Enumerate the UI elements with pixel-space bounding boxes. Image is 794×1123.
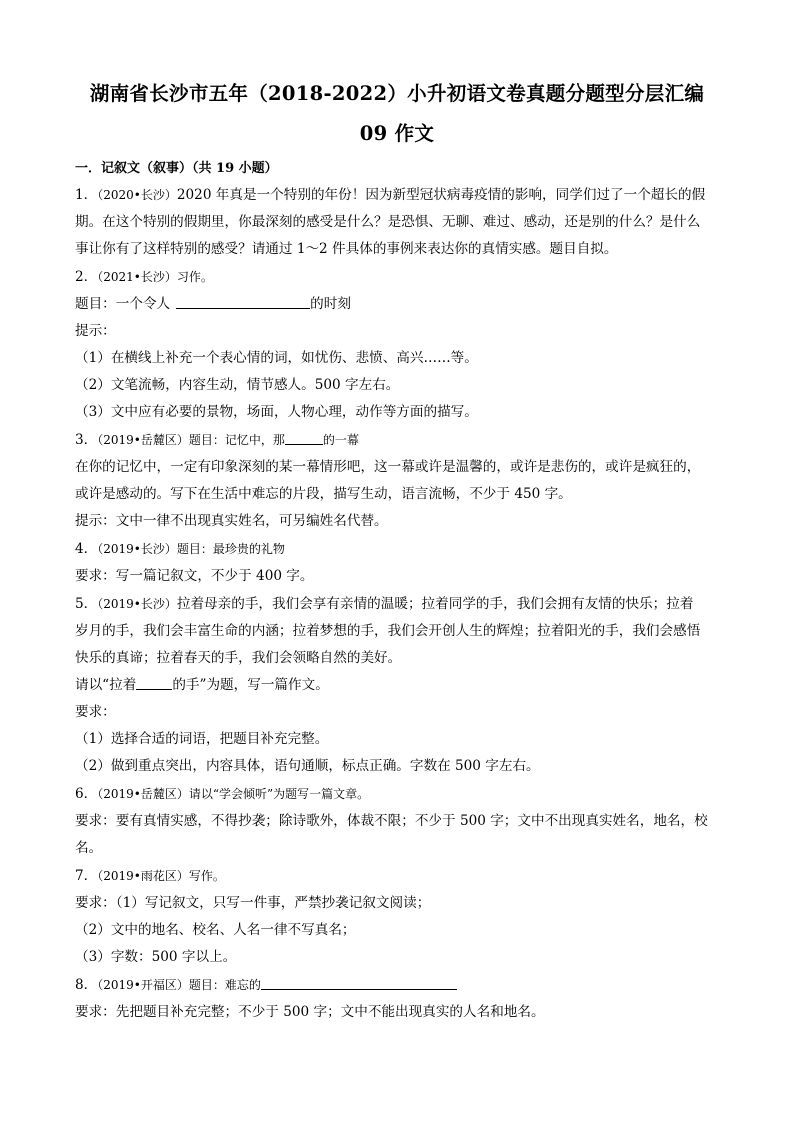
fill-blank: [285, 431, 323, 445]
question-7: [75, 867, 725, 885]
question-text: 事让你有了这样特别的感受？请通过 1～2 件具体的事例来表达你的真情实感。题目自拟。: [75, 241, 618, 257]
requirement-item: （1）选择合适的词语，把题目补充完整。: [75, 731, 329, 747]
prompt-suffix: 的手”为题，写一篇作文。: [172, 677, 329, 693]
hint-item: （1）在横线上补充一个表心情的词，如忧伤、悲愤、高兴……等。: [75, 350, 478, 366]
question-task: 习作。: [176, 270, 213, 284]
question-source: （2020•长沙）: [97, 188, 177, 202]
question-number: 7．: [75, 868, 98, 884]
question-task: 请以“学会倾听”为题写一篇文章。: [188, 787, 370, 801]
question-6: [75, 785, 725, 803]
question-source: （2019•岳麓区）: [97, 433, 189, 447]
question-number: 8．: [75, 977, 98, 993]
question-5: [75, 595, 725, 613]
question-1: [75, 186, 725, 204]
question-text: 拉着母亲的手，我们会享有亲情的温暖；拉着同学的手，我们会拥有友情的快乐；拉着: [176, 596, 694, 612]
question-8: [75, 976, 725, 994]
title-prefix: 题目：一个令人: [75, 296, 171, 312]
document-subtitle: 09 作文: [359, 122, 435, 145]
prompt-prefix: 请以“拉着: [75, 677, 137, 693]
question-requirement: 要求：先把题目补充完整；不少于 500 字；文中不能出现真实的人名和地名。: [75, 1004, 545, 1020]
requirement-label: 要求：: [75, 704, 116, 720]
hint-label: 提示：: [75, 323, 116, 339]
question-number: 3．: [75, 432, 98, 448]
document-title: 湖南省长沙市五年（2018-2022）小升初语文卷真题分题型分层汇编: [89, 82, 705, 105]
question-text: 提示：文中一律不出现真实姓名，可另编姓名代替。: [75, 513, 388, 529]
question-text: 岁月的手，我们会丰富生命的内涵；拉着梦想的手，我们会开创人生的辉煌；拉着阳光的手，我们会感悟: [75, 623, 701, 639]
requirement-item: （3）字数：500 字以上。: [75, 949, 237, 965]
question-text: 期。在这个特别的假期里，你最深刻的感受是什么？是恐惧、无聊、难过、感动，还是别的什么？是什么: [75, 214, 701, 230]
question-requirement: 名。: [75, 840, 103, 856]
hint-item: （2）文笔流畅，内容生动，情节感人。500 字左右。: [75, 377, 400, 393]
question-number: 1．: [75, 187, 98, 203]
question-number: 4．: [75, 541, 98, 557]
question-text: 或许是感动的。写下在生活中难忘的片段，描写生动，语言流畅，不少于 450 字。: [75, 486, 572, 502]
question-text: 2020 年真是一个特别的年份！因为新型冠状病毒疫情的影响，同学们过了一个超长的假: [176, 187, 706, 203]
question-task: 写作。: [188, 869, 225, 883]
title-prefix: 题目：记忆中，那: [188, 433, 285, 447]
question-source: （2021•长沙）: [97, 270, 177, 284]
essay-prompt: [75, 676, 725, 694]
fill-blank: [261, 976, 457, 990]
fill-blank: [176, 295, 310, 309]
question-source: （2019•雨花区）: [97, 869, 189, 883]
question-source: （2019•开福区）: [97, 978, 189, 992]
requirement-item: （2）文中的地名、校名、人名一律不写真名；: [75, 922, 356, 938]
question-number: 6．: [75, 786, 98, 802]
question-2: [75, 268, 725, 286]
question-number: 5．: [75, 596, 98, 612]
hint-item: （3）文中应有必要的景物，场面，人物心理，动作等方面的描写。: [75, 404, 478, 420]
requirement-item: 要求：（1）写记叙文，只写一件事，严禁抄袭记叙文阅读；: [75, 895, 431, 911]
question-text: 快乐的真谛；拉着春天的手，我们会领略自然的美好。: [75, 650, 402, 666]
question-title: 题目：最珍贵的礼物: [176, 542, 285, 556]
section-heading: 一．记叙文（叙事）（共 19 小题）: [75, 161, 278, 176]
essay-title-line: [75, 295, 725, 313]
title-suffix: 的一幕: [322, 433, 359, 447]
title-prefix: 题目：难忘的: [188, 978, 261, 992]
question-text: 在你的记忆中，一定有印象深刻的某一幕情形吧，这一幕或许是温馨的，或许是悲伤的，或许是疯狂的，: [75, 459, 701, 475]
question-source: （2019•长沙）: [97, 597, 177, 611]
requirement-item: （2）做到重点突出，内容具体，语句通顺，标点正确。字数在 500 字左右。: [75, 758, 540, 774]
fill-blank: [136, 676, 172, 690]
question-source: （2019•岳麓区）: [97, 787, 189, 801]
question-requirement: 要求：写一篇记叙文，不少于 400 字。: [75, 568, 314, 584]
title-suffix: 的时刻: [310, 296, 351, 312]
question-3: [75, 431, 725, 449]
question-number: 2．: [75, 269, 98, 285]
question-requirement: 要求：要有真情实感，不得抄袭；除诗歌外，体裁不限；不少于 500 字；文中不出现真实姓名，地名，校: [75, 813, 708, 829]
question-source: （2019•长沙）: [97, 542, 177, 556]
question-4: [75, 540, 725, 558]
